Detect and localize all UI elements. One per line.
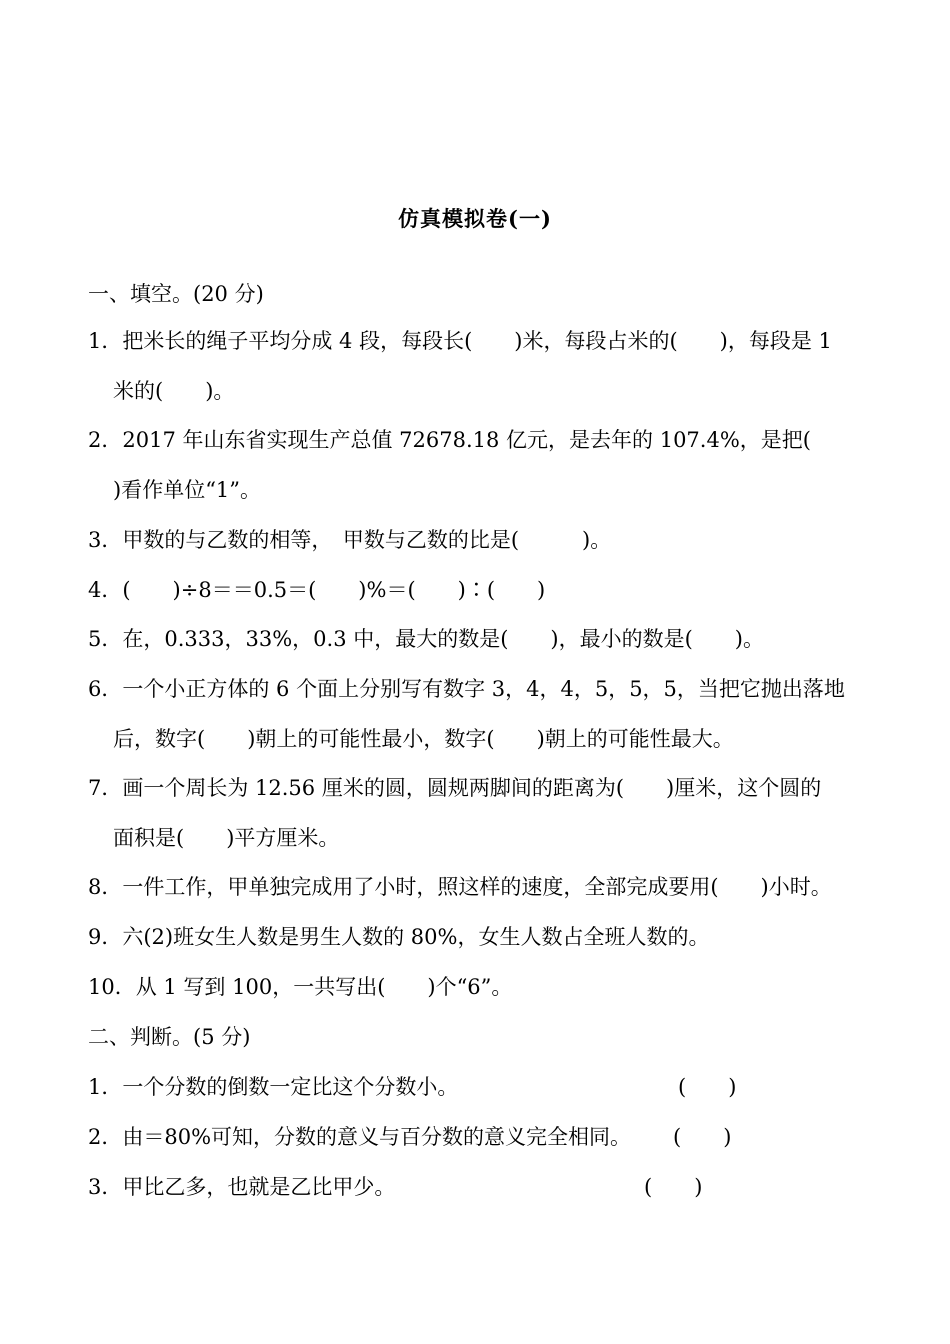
- question-2-line-2: )看作单位“1”。: [113, 478, 262, 502]
- question-2-line-1: 2．2017 年山东省实现生产总值 72678.18 亿元，是去年的 107.4%，是把(: [88, 428, 811, 452]
- question-7-line-2: 面积是( )平方厘米。: [113, 826, 340, 850]
- page-title: 仿真模拟卷(一): [398, 206, 552, 231]
- question-3: 3．甲数的与乙数的相等， 甲数与乙数的比是( )。: [88, 528, 612, 552]
- question-6-line-1: 6．一个小正方体的 6 个面上分别写有数字 3，4，4，5，5，5，当把它抛出落地: [88, 677, 845, 701]
- judge-answer-3[interactable]: ( ): [644, 1175, 703, 1199]
- question-6-line-2: 后，数字( )朝上的可能性最小，数字( )朝上的可能性最大。: [113, 727, 734, 751]
- question-4: 4．( )÷8＝＝0.5＝( )%＝( )∶( ): [88, 578, 546, 602]
- question-7-line-1: 7．画一个周长为 12.56 厘米的圆，圆规两脚间的距离为( )厘米，这个圆的: [88, 776, 822, 800]
- question-5: 5．在，0.333，33%，0.3 中，最大的数是( )，最小的数是( )。: [88, 627, 764, 651]
- question-1-line-2: 米的( )。: [113, 379, 235, 403]
- section-1-heading: 一、填空。(20 分): [88, 282, 264, 306]
- judge-question-2: 2．由＝80%可知，分数的意义与百分数的意义完全相同。: [88, 1125, 632, 1149]
- judge-question-1: 1．一个分数的倒数一定比这个分数小。: [88, 1075, 459, 1099]
- section-2-heading: 二、判断。(5 分): [88, 1025, 251, 1049]
- judge-answer-1[interactable]: ( ): [678, 1075, 737, 1099]
- question-8: 8．一件工作，甲单独完成用了小时，照这样的速度，全部完成要用( )小时。: [88, 875, 832, 899]
- question-9: 9．六(2)班女生人数是男生人数的 80%，女生人数占全班人数的。: [88, 925, 710, 949]
- judge-question-3: 3．甲比乙多，也就是乙比甲少。: [88, 1175, 396, 1199]
- judge-answer-2[interactable]: ( ): [673, 1125, 732, 1149]
- question-1-line-1: 1．把米长的绳子平均分成 4 段，每段长( )米，每段占米的( )，每段是 1: [88, 329, 832, 353]
- question-10: 10．从 1 写到 100，一共写出( )个“6”。: [88, 975, 513, 999]
